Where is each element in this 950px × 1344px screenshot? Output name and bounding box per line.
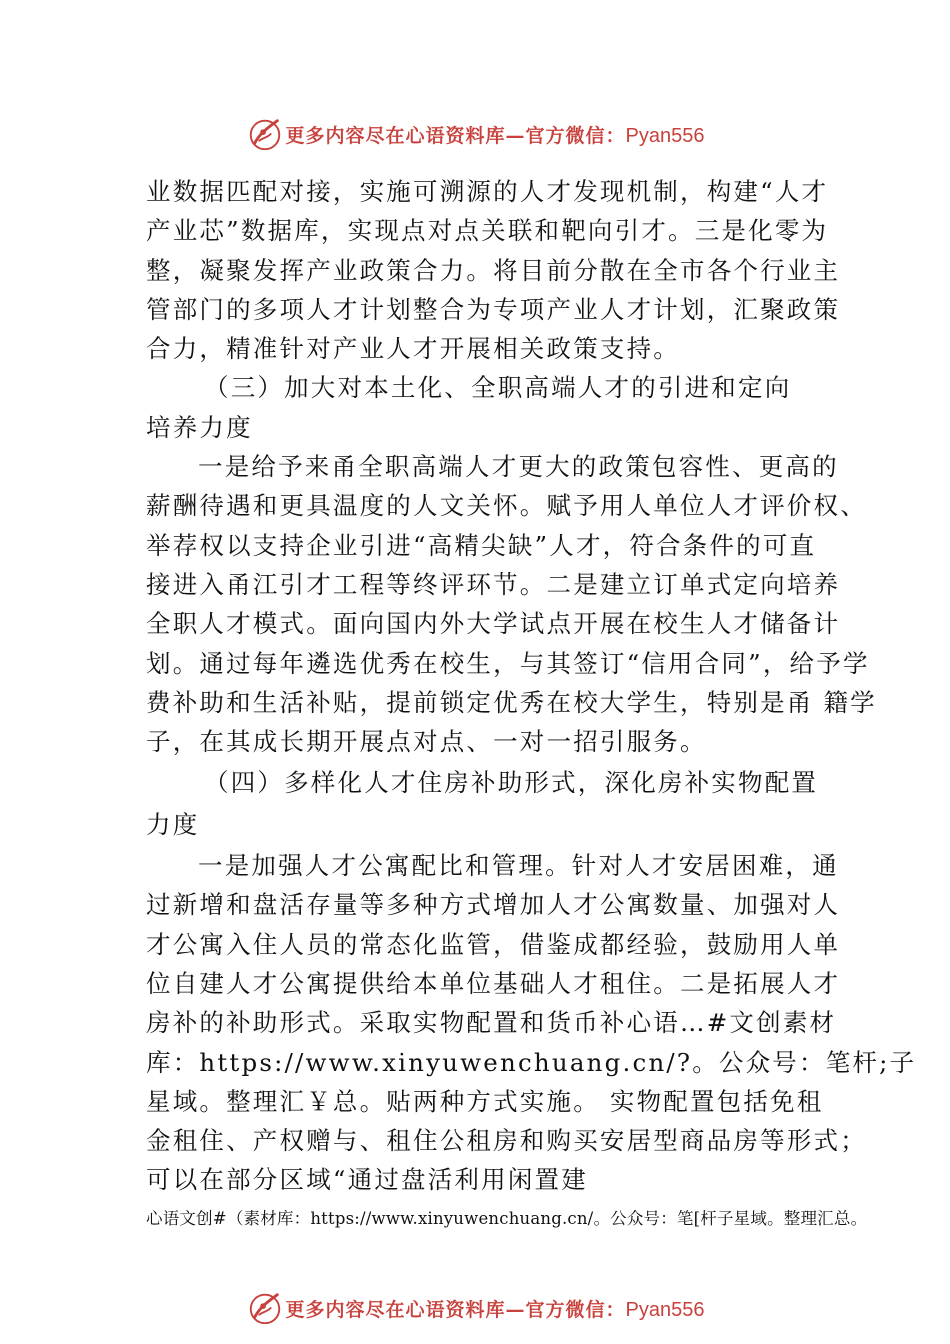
brush-logo-icon [246,1289,284,1327]
body-line: 一是加强人才公寓配比和管理。针对人才安居困难，通 [198,851,839,881]
body-line: 举荐权以支持企业引进“高精尖缺”人才，符合条件的可直 [146,530,817,560]
banner-wechat-id: Pyan556 [625,1298,705,1321]
body-line: 位自建人才公寓提供给本单位基础人才租住。二是拓展人才 [146,968,841,998]
body-line: 业数据匹配对接，实施可溯源的人才发现机制，构建“人才 [146,177,829,206]
document-body [146,172,917,1200]
body-line: 房补的补助形式。采取实物配置和货币补心语…#文创素材 [146,1008,837,1038]
body-line: 可以在部分区域“通过盘活利用闲置建 [146,1165,588,1195]
body-line: 整，凝聚发挥产业政策合力。将目前分散在全市各个行业主 [146,255,841,285]
body-line: 薪酬待遇和更具温度的人文关怀。赋予用人单位人才评价权、 [146,491,867,521]
body-line: 金租住、产权赠与、租住公租房和购买安居型商品房等形式； [146,1126,867,1156]
body-line: 划。通过每年遴选优秀在校生，与其签订“信用合同”，给予学 [146,648,870,678]
body-line: 接进入甬江引才工程等终评环节。二是建立订单式定向培养 [146,569,841,599]
footer-note: 心语文创#（素材库：https://www.xinyuwenchuang.cn/。公众号：笔[杆子星域。整理汇总。 [146,1209,868,1228]
section-heading-3: （三）加大对本土化、全职高端人才的引进和定向 [204,373,792,403]
body-line: 费补助和生活补贴，提前锁定优秀在校大学生，特别是甬 籍学 [146,687,877,717]
body-line: 合力，精准针对产业人才开展相关政策支持。 [146,334,680,364]
body-line: 库：https://www.xinyuwenchuang.cn/?。公众号：笔杆;子 [146,1047,917,1077]
body-line: 产业芯”数据库，实现点对点关联和靶向引才。三是化零为 [146,216,829,246]
body-line: 才公寓入住人员的常态化监管，借鉴成都经验，鼓励用人单 [146,929,841,959]
body-line: 过新增和盘活存量等多种方式增加人才公寓数量、加强对人 [146,890,841,920]
body-line: 一是给予来甬全职高端人才更大的政策包容性、更高的 [198,452,839,482]
section-heading-4-cont: 力度 [146,809,200,839]
body-line: 全职人才模式。面向国内外大学试点开展在校生人才储备计 [146,609,841,639]
section-heading-4: （四）多样化人才住房补助形式，深化房补实物配置 [204,768,819,798]
footer-banner [0,1286,950,1330]
brush-logo-icon [246,115,284,153]
body-line: 子，在其成长期开展点对点、一对一招引服务。 [146,727,707,757]
body-line: 星域。整理汇￥总。贴两种方式实施。 实物配置包括免租 [146,1086,824,1116]
banner-text [286,121,705,148]
banner-text [286,1295,705,1322]
banner-label: 更多内容尽在心语资料库—官方微信： [285,1298,626,1321]
body-line: 管部门的多项人才计划整合为专项产业人才计划，汇聚政策 [146,294,841,324]
banner-wechat-id: Pyan556 [625,124,705,147]
header-banner [0,112,950,156]
section-heading-3-cont: 培养力度 [146,412,253,442]
banner-label: 更多内容尽在心语资料库—官方微信： [285,124,626,147]
